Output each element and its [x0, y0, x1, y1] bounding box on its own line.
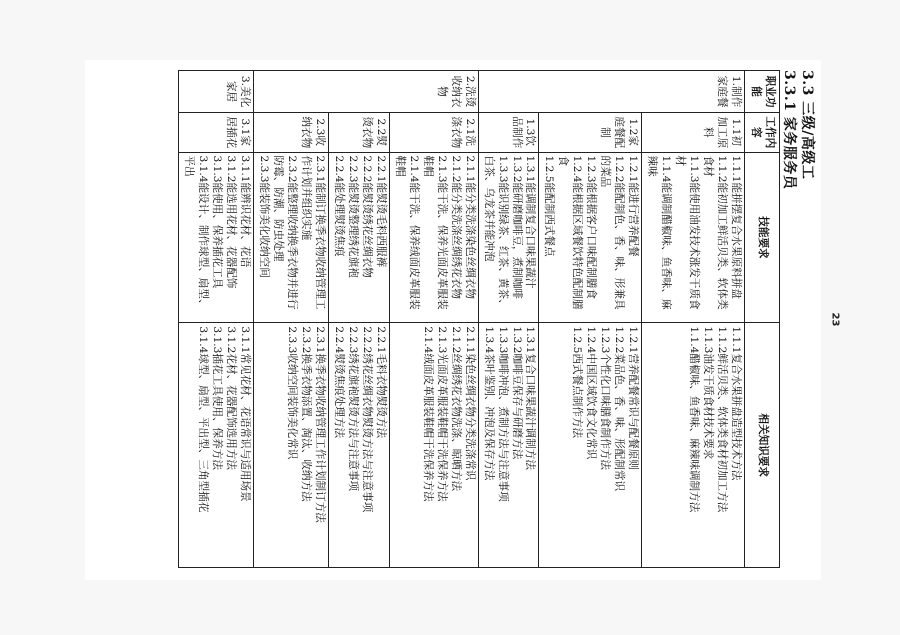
skill-item: 1.2.3能根据客户口味配制膳食: [585, 155, 598, 299]
knowledge-item: 1.2.2菜品色、香、味、形配制常识: [613, 326, 626, 492]
content-cell: 1.3饮品制作: [478, 113, 539, 152]
table-row: [179, 71, 254, 568]
function-cell: 2.洗烫收纳衣物: [254, 71, 479, 113]
table-body: [179, 71, 745, 568]
function-cell: 3.美化家居: [179, 71, 254, 113]
skill-item: 1.1.3能使用油发技术涨发干质食材: [674, 155, 701, 310]
knowledge-item: 2.3.2换季衣物添置、淘汰、收纳方法: [299, 326, 312, 502]
skill-cell: [328, 152, 389, 323]
knowledge-cell: [389, 323, 478, 568]
knowledge-item: 1.1.1复合水果拼盘造型技术方法: [730, 326, 743, 481]
skill-item: 3.1.4能设计、制作球型、扇型、平出: [183, 155, 210, 310]
knowledge-item: 2.3.1换季衣物收纳管理工作计划制订方法: [313, 326, 326, 523]
skill-item: 1.2.1能进行营养配餐: [627, 155, 640, 257]
skill-item: 2.2.3能熨烫整理绣花旗袍: [346, 155, 359, 278]
standards-table: [178, 70, 780, 568]
table-row: [389, 71, 478, 568]
table-row: [539, 71, 642, 568]
knowledge-item: 1.2.5西式餐点制作方法: [571, 326, 584, 439]
skill-item: 3.1.1能辨识花材、花语: [239, 155, 252, 268]
knowledge-item: 2.1.3光面皮革服装鞋帽干洗保养方法: [435, 326, 448, 502]
skill-item: 1.1.4能调制醋椒味、鱼香味、麻辣味: [646, 155, 673, 310]
skill-item: 2.2.2能熨烫绣花丝绸衣物: [360, 155, 373, 278]
skill-item: 1.1.2能初加工鲜活贝类、软体类食材: [702, 155, 729, 310]
content-cell: 1.1初加工原料: [642, 113, 745, 152]
knowledge-item: 3.1.2花材、花器配饰选用方法: [225, 326, 238, 470]
knowledge-item: 1.1.3油发干质食材技术要求: [702, 326, 715, 460]
knowledge-item: 1.3.2咖啡豆保存与研磨方法: [510, 326, 523, 460]
knowledge-item: 2.1.1染色丝绸衣物分类洗涤常识: [463, 326, 476, 481]
table-row: [478, 71, 539, 568]
knowledge-item: 1.1.2鲜活贝类、软体类食材初加工方法: [716, 326, 729, 513]
knowledge-cell: [328, 323, 389, 568]
skill-item: 1.3.3能识别绿茶、红茶、黄茶、白茶、乌龙茶并能冲泡: [482, 155, 509, 310]
skill-cell: [539, 152, 642, 323]
knowledge-item: 1.2.1营养配餐常识与配餐原则: [627, 326, 640, 470]
skill-item: 3.1.2能选用花材、花器配饰: [225, 155, 238, 289]
content-cell: 3.1家居插花: [179, 113, 254, 152]
knowledge-item: 3.1.4球型、扇型、平出型、三角型插花: [197, 326, 210, 513]
skill-item: 1.2.4能根据区域餐饮特色配制膳食: [557, 155, 584, 310]
knowledge-cell: [539, 323, 642, 568]
content-cell: 2.1洗涤衣物: [389, 113, 478, 152]
skill-item: 2.1.4能干洗、保养绒面皮革服装鞋帽: [393, 155, 420, 310]
knowledge-item: 3.1.3插花工具使用、保养方法: [211, 326, 224, 470]
content-cell: 2.3收纳衣物: [254, 113, 329, 152]
header-knowledge: 相关知识要求: [745, 323, 780, 568]
skill-item: 2.2.4能处理熨烫焦痕: [332, 155, 345, 257]
content-cell: 2.2熨烫衣物: [328, 113, 389, 152]
skill-item: 2.3.3能装饰美化收纳空间: [258, 155, 271, 278]
knowledge-cell: [642, 323, 745, 568]
skill-item: 1.2.5能配制西式餐点: [543, 155, 556, 257]
skill-item: 2.1.2能分类洗涤丝绸绣花衣物: [449, 155, 462, 299]
section-heading: 3.3 三级/高级工: [799, 70, 815, 180]
skill-item: 3.1.3能使用、保养插花工具: [211, 155, 224, 289]
skill-item: 2.1.1能分类洗涤染色丝绸衣物: [463, 155, 476, 299]
skill-cell: [179, 152, 254, 323]
skill-cell: [478, 152, 539, 323]
page-number: 23: [829, 312, 841, 327]
knowledge-item: 3.1.1常见花材、花语常识与适用场景: [239, 326, 252, 502]
header-function: 职业功能: [745, 71, 780, 113]
header-content: 工作内容: [745, 113, 780, 152]
skill-item: 1.3.1能调制复合口味果蔬汁: [524, 155, 537, 289]
content-cell: 1.2家庭餐配制: [539, 113, 642, 152]
skill-item: 2.3.2能整理收纳换季衣物并进行防霉、防潮、防虫处理: [272, 155, 298, 310]
skill-cell: [389, 152, 478, 323]
skill-item: 2.3.1能制订换季衣物收纳管理工作计划并组织实施: [299, 155, 326, 310]
knowledge-cell: [254, 323, 329, 568]
knowledge-item: 2.2.2绣花丝绸衣物熨烫方法与注意事项: [360, 326, 373, 513]
header-skill: 技能要求: [745, 152, 780, 323]
knowledge-item: 1.3.1复合口味果蔬汁调制方法: [524, 326, 537, 470]
skill-item: 2.1.3能干洗、保养光面皮革服装鞋帽: [421, 155, 448, 310]
table-header-row: [745, 71, 780, 568]
knowledge-item: 1.1.4醋椒味、鱼香味、麻辣味调制方法: [688, 326, 701, 513]
skill-cell: [254, 152, 329, 323]
knowledge-cell: [179, 323, 254, 568]
section-subheading: 3.3.1 家务服务员: [781, 70, 797, 190]
table-row: [328, 71, 389, 568]
knowledge-item: 2.2.3绣花旗袍熨烫方法与注意事项: [346, 326, 359, 492]
knowledge-item: 1.2.4中国区域饮食文化常识: [585, 326, 598, 460]
knowledge-item: 1.3.3咖啡冲泡、煮制方法与注意事项: [496, 326, 509, 502]
skill-cell: [642, 152, 745, 323]
knowledge-item: 2.2.4熨烫焦痕处理方法: [332, 326, 345, 439]
table-row: [642, 71, 745, 568]
skill-item: 1.1.1能拼摆复合水果原料拼盘: [730, 155, 743, 299]
knowledge-item: 2.1.2丝绸绣花衣物洗涤、晾晒方法: [449, 326, 462, 492]
knowledge-cell: [478, 323, 539, 568]
table-row: [254, 71, 329, 568]
skill-item: 2.2.1能熨烫毛料西服裤: [374, 155, 387, 268]
rotated-content: [85, 62, 820, 577]
skill-item: 1.3.2能研磨咖啡豆，煮制咖啡: [510, 155, 523, 299]
knowledge-item: 2.1.4绒面皮革服装鞋帽干洗保养方法: [421, 326, 434, 502]
skill-item: 1.2.2能配制色、香、味、形兼具的菜品: [599, 155, 626, 310]
knowledge-item: 1.3.4茶叶鉴别、冲泡及保存方法: [482, 326, 495, 481]
knowledge-item: 2.2.1毛料衣物熨烫方法: [374, 326, 387, 439]
knowledge-item: 2.3.3收纳空间装饰美化常识: [286, 326, 298, 460]
function-cell: 1.制作家庭餐: [478, 71, 744, 113]
knowledge-item: 1.2.3个性化口味膳食制作方法: [599, 326, 612, 470]
